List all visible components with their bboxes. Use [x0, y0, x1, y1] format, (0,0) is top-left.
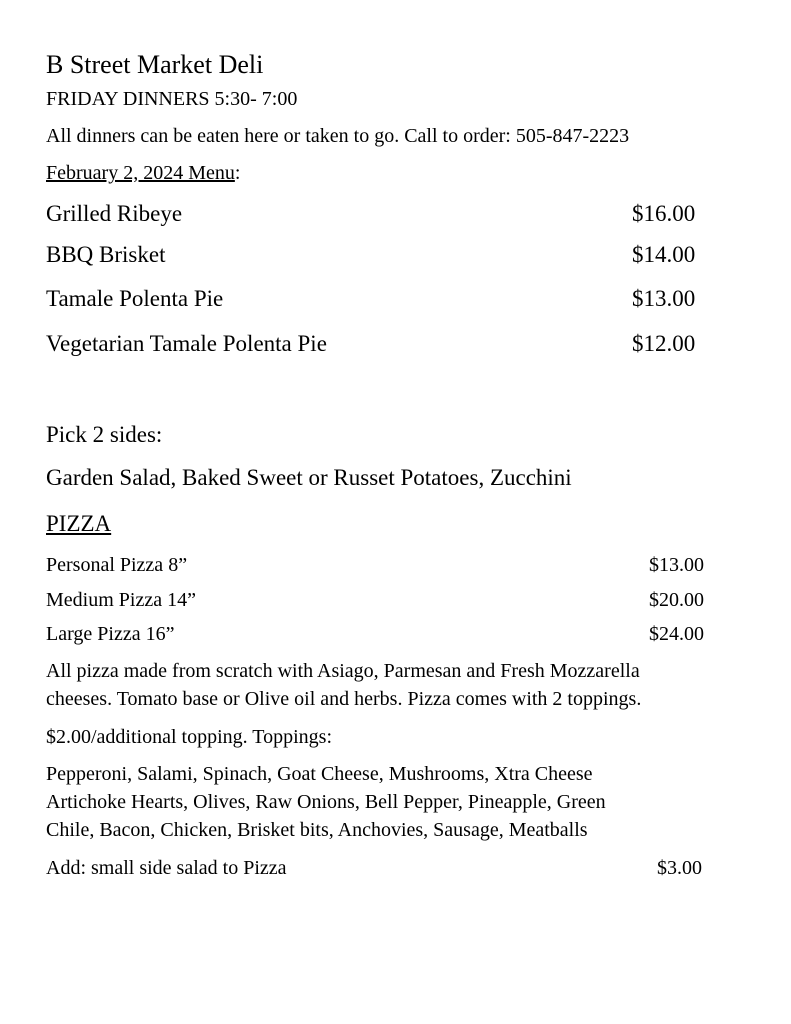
menu-date-label: February 2, 2024 Menu: [46, 162, 235, 184]
menu-date-colon: :: [234, 162, 241, 184]
dinner-item-price: $13.00: [632, 286, 696, 311]
pizza-item-price: $20.00: [649, 589, 704, 611]
dinner-item-name: BBQ Brisket: [46, 242, 166, 267]
toppings-line: Pepperoni, Salami, Spinach, Goat Cheese, Mushrooms, Xtra Cheese: [46, 763, 593, 785]
sides-list: Garden Salad, Baked Sweet or Russet Potatoes, Zucchini: [46, 465, 572, 490]
dinner-item-name: Grilled Ribeye: [46, 201, 183, 226]
dinner-item-price: $14.00: [632, 242, 696, 267]
dinner-hours: FRIDAY DINNERS 5:30- 7:00: [46, 88, 298, 110]
dinner-item-name: Tamale Polenta Pie: [46, 286, 224, 311]
pizza-heading: PIZZA: [46, 511, 112, 536]
additional-topping-note: $2.00/additional topping. Toppings:: [46, 726, 333, 748]
dinner-item-price: $16.00: [632, 201, 696, 226]
toppings-line: Chile, Bacon, Chicken, Brisket bits, Anchovies, Sausage, Meatballs: [46, 819, 588, 841]
dinner-item-price: $12.00: [632, 331, 696, 356]
dinner-item-name: Vegetarian Tamale Polenta Pie: [46, 331, 327, 356]
pizza-item-name: Medium Pizza 14”: [46, 589, 196, 611]
sides-heading: Pick 2 sides:: [46, 422, 163, 447]
pizza-item-name: Large Pizza 16”: [46, 623, 175, 645]
order-note: All dinners can be eaten here or taken to go. Call to order: 505-847-2223: [46, 125, 630, 147]
pizza-item-price: $24.00: [649, 623, 704, 645]
addon-price: $3.00: [657, 857, 702, 879]
toppings-list: [46, 760, 746, 844]
pizza-description: [46, 657, 746, 713]
pizza-item-name: Personal Pizza 8”: [46, 554, 188, 576]
addon-name: Add: small side salad to Pizza: [46, 857, 287, 879]
page-title: B Street Market Deli: [46, 50, 264, 79]
pizza-description-line: cheeses. Tomato base or Olive oil and herbs. Pizza comes with 2 toppings.: [46, 688, 642, 710]
toppings-line: Artichoke Hearts, Olives, Raw Onions, Bell Pepper, Pineapple, Green: [46, 791, 606, 813]
menu-date: [46, 163, 240, 183]
pizza-item-price: $13.00: [649, 554, 704, 576]
pizza-description-line: All pizza made from scratch with Asiago, Parmesan and Fresh Mozzarella: [46, 660, 640, 682]
